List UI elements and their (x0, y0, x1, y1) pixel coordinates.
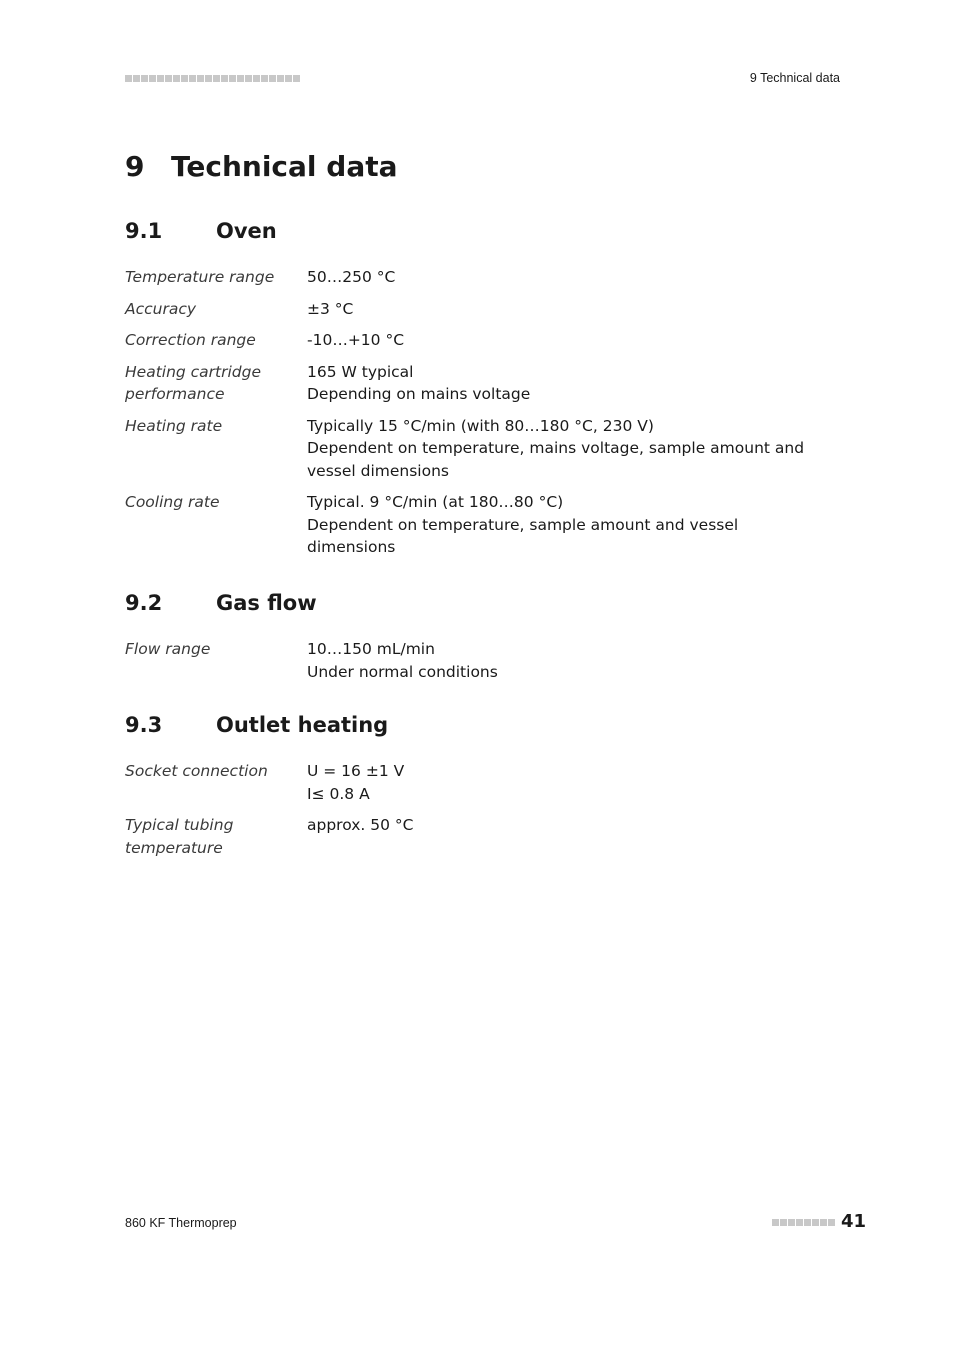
spec-row (125, 814, 825, 859)
spec-row (125, 361, 825, 406)
spec-value (307, 760, 825, 805)
spec-value-line: 10…150 mL/min (307, 640, 435, 658)
spec-value (307, 266, 825, 289)
spec-table-oven (125, 266, 825, 568)
spec-value (307, 638, 825, 683)
section-title-text: Oven (216, 219, 277, 243)
chapter-title (125, 150, 398, 183)
spec-label: Cooling rate (125, 493, 220, 511)
spec-row (125, 638, 825, 683)
spec-label: Socket connection (125, 762, 268, 780)
spec-label: Flow range (125, 640, 211, 658)
spec-label: Heating cartridge performance (125, 362, 262, 403)
spec-table-gas-flow (125, 638, 825, 692)
spec-label: Heating rate (125, 416, 223, 435)
chapter-title-text: Technical data (171, 150, 398, 183)
section-title-gas-flow (125, 591, 317, 615)
spec-row (125, 266, 825, 289)
spec-row (125, 491, 825, 559)
spec-value (307, 329, 825, 352)
chapter-number: 9 (125, 150, 145, 183)
spec-label: Accuracy (125, 299, 197, 318)
spec-value (307, 491, 825, 559)
spec-value-line: Under normal conditions (307, 662, 498, 681)
spec-row (125, 760, 825, 805)
spec-value (307, 415, 825, 483)
spec-value-line: 165 W typical (307, 362, 414, 381)
spec-value-line: Dependent on temperature, mains voltage, sample amount and vessel dimensions (307, 439, 805, 480)
spec-value-line: Depending on mains voltage (307, 385, 531, 403)
footer-product-name: 860 KF Thermoprep (125, 1216, 237, 1230)
spec-value (307, 814, 825, 859)
section-title-text: Gas flow (216, 591, 317, 615)
page-number: 41 (840, 1211, 866, 1232)
spec-row (125, 415, 825, 483)
section-number: 9.2 (125, 591, 163, 615)
spec-value-line: 50…250 °C (307, 268, 396, 286)
footer-page-indicator (772, 1211, 866, 1232)
spec-value-line: approx. 50 °C (307, 816, 414, 834)
section-number: 9.3 (125, 713, 163, 737)
spec-value-line: ±3 °C (307, 299, 354, 318)
spec-value (307, 361, 825, 406)
spec-table-outlet-heating (125, 760, 825, 868)
section-title-text: Outlet heating (216, 713, 389, 737)
spec-row (125, 298, 825, 321)
section-number: 9.1 (125, 219, 163, 243)
spec-value-line: Dependent on temperature, sample amount and vessel dimensions (307, 515, 739, 556)
running-header: 9 Technical data (749, 71, 840, 85)
header-decoration (125, 75, 300, 82)
spec-value (307, 298, 825, 321)
section-title-oven (125, 219, 277, 243)
spec-value-line: I≤ 0.8 A (307, 784, 370, 803)
spec-value-line: Typically 15 °C/min (with 80…180 °C, 230 V) (307, 416, 654, 435)
spec-label: Typical tubing temperature (125, 816, 234, 857)
section-title-outlet-heating (125, 713, 388, 737)
footer-decoration (772, 1219, 835, 1226)
spec-value-line: -10…+10 °C (307, 331, 405, 349)
spec-label: Correction range (125, 331, 256, 349)
spec-row (125, 329, 825, 352)
spec-value-line: Typical. 9 °C/min (at 180…80 °C) (307, 493, 564, 511)
spec-label: Temperature range (125, 268, 275, 286)
spec-value-line: U = 16 ±1 V (307, 762, 405, 780)
